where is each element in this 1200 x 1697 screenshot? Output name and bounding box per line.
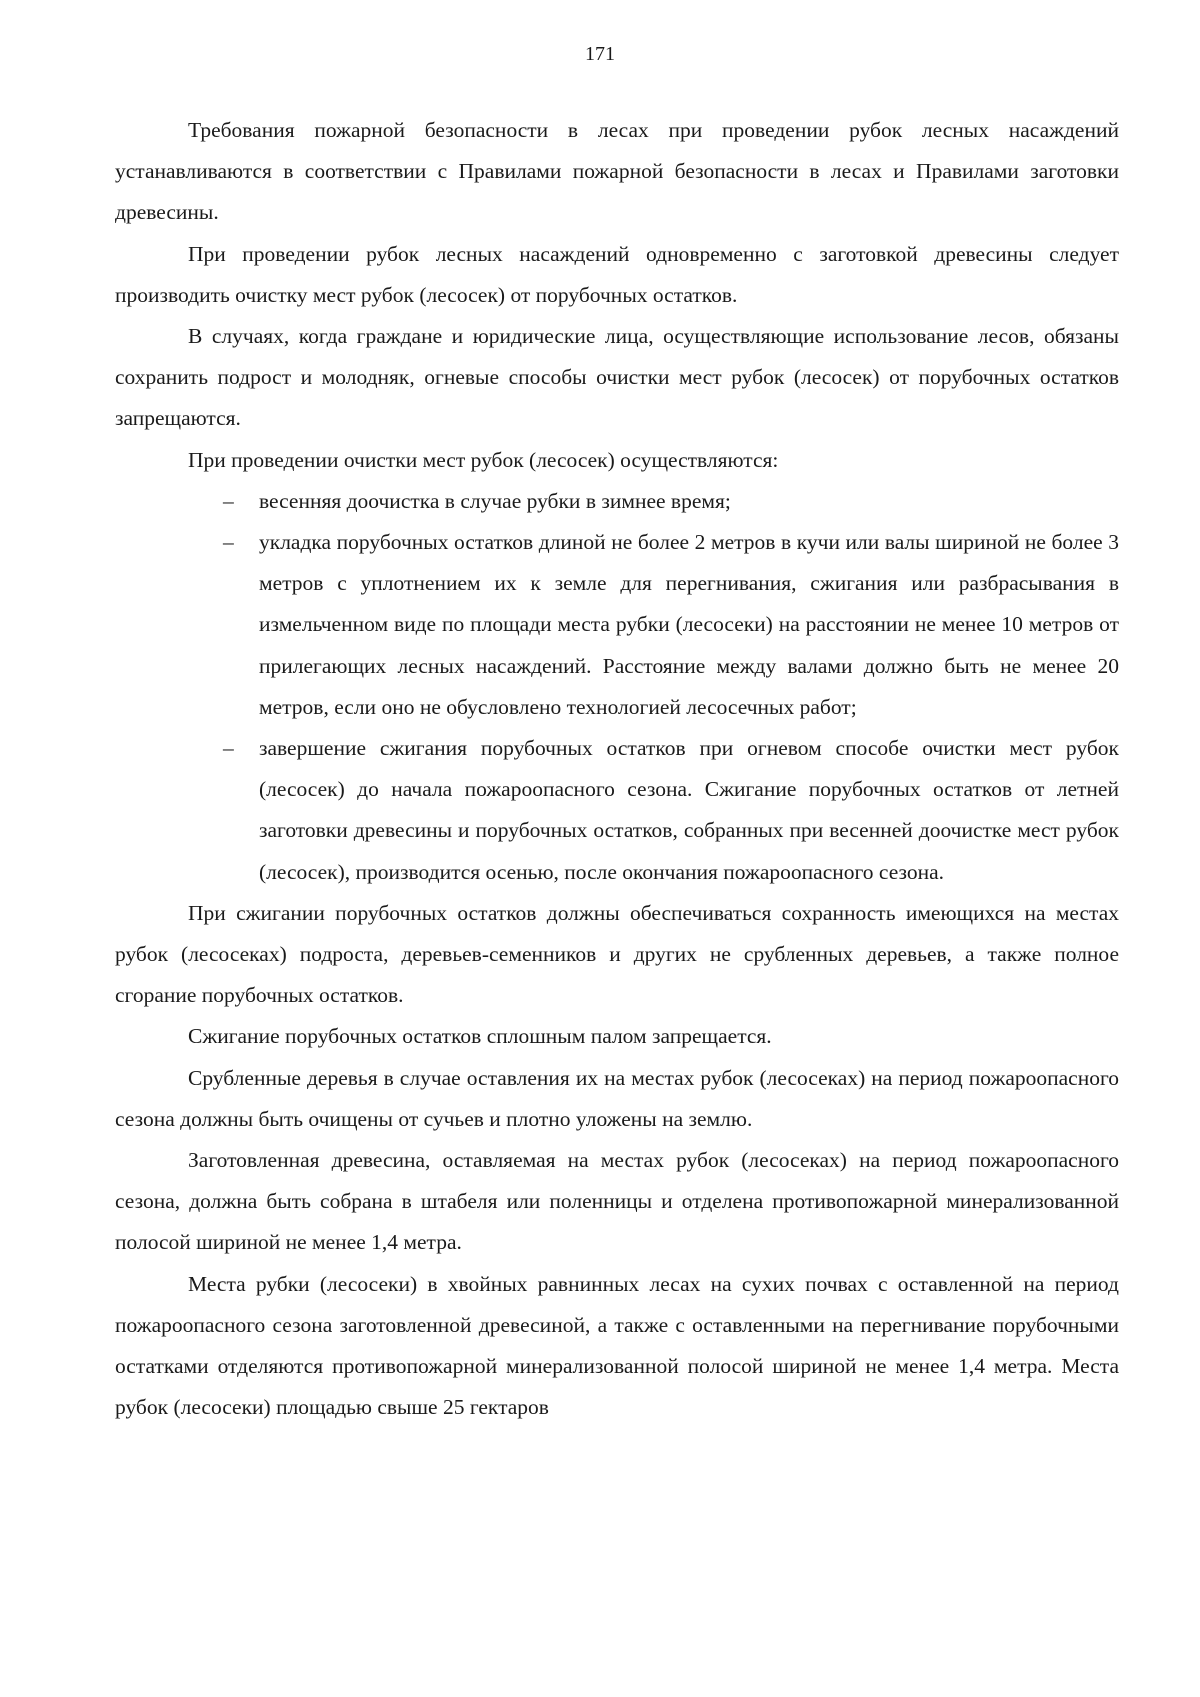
cleanup-measures-list <box>115 481 1119 893</box>
paragraph: Места рубки (лесосеки) в хвойных равнинных лесах на сухих почвах с оставленной на период пожароопасного сезона заготовленной древесиной, а также с оставленными на перегнивание порубочными остатками отделяются противопожарной минерализованной полосой шириной не менее 1,4 метра. Места рубок (лесосеки) площадью свыше 25 гектаров <box>115 1271 1119 1420</box>
list-item-text: весенняя доочистка в случае рубки в зимнее время; <box>259 488 731 513</box>
page-number: 171 <box>585 43 615 65</box>
paragraph: При сжигании порубочных остатков должны обеспечиваться сохранность имеющихся на местах рубок (лесосеках) подроста, деревьев-семенников и других не срубленных деревьев, а также полное сгорание порубочных остатков. <box>115 900 1119 1008</box>
list-dash-marker: – <box>223 736 234 761</box>
paragraph: Заготовленная древесина, оставляемая на местах рубок (лесосеках) на период пожароопасного сезона, должна быть собрана в штабеля или поленницы и отделена противопожарной минерализованной полосой шириной не менее 1,4 метра. <box>115 1148 1119 1255</box>
paragraph: При проведении очистки мест рубок (лесосек) осуществляются: <box>188 447 779 472</box>
paragraph: Требования пожарной безопасности в лесах при проведении рубок лесных насаждений устанавливаются в соответствии с Правилами пожарной безопасности в лесах и Правилами заготовки древесины. <box>115 118 1119 225</box>
paragraph: При проведении рубок лесных насаждений одновременно с заготовкой древесины следует производить очистку мест рубок (лесосек) от порубочных остатков. <box>115 241 1119 307</box>
paragraph: Срубленные деревья в случае оставления их на местах рубок (лесосеках) на период пожароопасного сезона должны быть очищены от сучьев и плотно уложены на землю. <box>115 1065 1119 1131</box>
list-item-text: укладка порубочных остатков длиной не более 2 метров в кучи или валы шириной не более 3 метров с уплотнением их к земле для перегнивания, сжигания или разбрасывания в измельченном виде по площади места рубки (лесосеки) на расстоянии не менее 10 метров от прилегающих лесных насаждений. Расстояние между валами должно быть не менее 20 метров, если оно не обусловлено технологией лесосечных работ; <box>259 530 1119 719</box>
list-dash-marker: – <box>223 488 234 513</box>
list-dash-marker: – <box>223 530 234 555</box>
paragraph: Сжигание порубочных остатков сплошным палом запрещается. <box>188 1024 772 1049</box>
list-item-text: завершение сжигания порубочных остатков при огневом способе очистки мест рубок (лесосек) до начала пожароопасного сезона. Сжигание порубочных остатков от летней заготовки древесины и порубочных остатков, собранных при весенней доочистке мест рубок (лесосек), производится осенью, после окончания пожароопасного сезона. <box>259 736 1119 884</box>
list-item <box>115 481 1119 522</box>
list-item <box>115 522 1119 728</box>
paragraph: В случаях, когда граждане и юридические лица, осуществляющие использование лесов, обязаны сохранить подрост и молодняк, огневые способы очистки мест рубок (лесосек) от порубочных остатков запрещаются. <box>115 324 1119 431</box>
list-item <box>115 728 1119 893</box>
document-body <box>115 110 1119 1429</box>
